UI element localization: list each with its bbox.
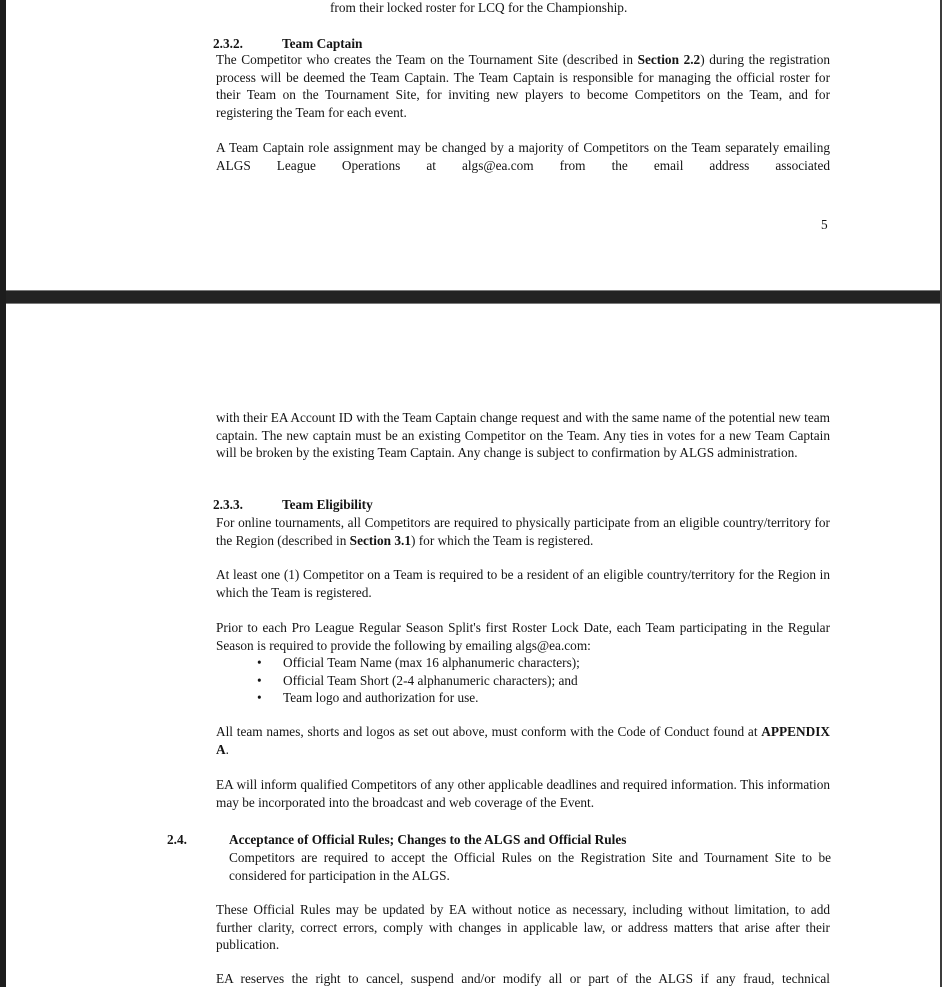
list-item-text: Official Team Name (max 16 alphanumeric characters); xyxy=(283,655,580,670)
paragraph-continuation-top: from their locked roster for LCQ for the Championship. xyxy=(330,0,628,15)
page-separator xyxy=(0,290,942,304)
viewer-left-edge-bar xyxy=(0,0,6,987)
list-item xyxy=(216,654,830,672)
para-captain-change-request: A Team Captain role assignment may be changed by a majority of Competitors on the Team separately emailing ALGS League Operations at algs@ea.com from the email address associated xyxy=(216,140,830,173)
bullet-list xyxy=(216,654,830,707)
section-number: 2.4. xyxy=(167,832,187,847)
para-roster-lock-requirements: Prior to each Pro League Regular Season Split's first Roster Lock Date, each Team participating in the Regular Season is required to provide the following by emailing algs@ea.com: xyxy=(216,620,830,653)
section-heading-2-3-2 xyxy=(213,35,362,53)
para-accept-official-rules: Competitors are required to accept the Official Rules on the Registration Site and Tournament Site to be considered for participation in the ALGS. xyxy=(229,850,831,883)
para-resident-requirement: At least one (1) Competitor on a Team is required to be a resident of an eligible country/territory for the Region in which the Team is registered. xyxy=(216,567,830,600)
list-item-text: Team logo and authorization for use. xyxy=(283,690,479,705)
list-item-text: Official Team Short (2-4 alphanumeric characters); and xyxy=(283,672,578,688)
para-team-captain-role: The Competitor who creates the Team on the Tournament Site (described in Section 2.2) during the registration process will be deemed the Team Captain. The Team Captain is responsible for managing the official roster for their Team on the Tournament Site, for inviting new players to become Competitors on the Team, and for registering the Team for each event. xyxy=(216,52,831,120)
para-captain-change-continued: with their EA Account ID with the Team Captain change request and with the same name of the potential new team captain. The new captain must be an existing Competitor on the Team. Any ties in votes for a new Team Captain will be broken by the existing Team Captain. Any change is subject to confirmation by ALGS administration. xyxy=(216,410,830,460)
para-team-names-conduct: All team names, shorts and logos as set out above, must conform with the Code of Conduct found at APPENDIX A. xyxy=(216,724,830,757)
list-item xyxy=(216,672,830,690)
document-page-5 xyxy=(0,0,942,290)
section-heading-2-3-3 xyxy=(213,496,373,514)
bullet-icon: • xyxy=(257,690,262,705)
para-ea-reserves-right: EA reserves the right to cancel, suspend and/or modify all or part of the ALGS if any fraud, technical xyxy=(216,971,830,986)
section-number: 2.3.3. xyxy=(213,497,243,512)
para-ea-inform: EA will inform qualified Competitors of any other applicable deadlines and required information. This information may be incorporated into the broadcast and web coverage of the Event. xyxy=(216,777,830,810)
para-rules-updates: These Official Rules may be updated by EA without notice as necessary, including without limitation, to add further clarity, correct errors, comply with changes in applicable law, or address matters that arise after their publication. xyxy=(216,902,830,952)
section-title: Team Eligibility xyxy=(282,497,373,512)
bullet-icon: • xyxy=(257,655,262,670)
section-title: Team Captain xyxy=(282,36,363,51)
document-page-6 xyxy=(0,304,942,987)
section-number: 2.3.2. xyxy=(213,36,243,51)
para-online-tournaments: For online tournaments, all Competitors are required to physically participate from an eligible country/territory for the Region (described in Section 3.1) for which the Team is registered. xyxy=(216,515,830,548)
list-item xyxy=(216,689,830,707)
page-number: 5 xyxy=(821,217,828,232)
section-title: Acceptance of Official Rules; Changes to the ALGS and Official Rules xyxy=(229,832,627,847)
section-heading-2-4 xyxy=(167,831,626,849)
bullet-icon: • xyxy=(257,672,262,688)
